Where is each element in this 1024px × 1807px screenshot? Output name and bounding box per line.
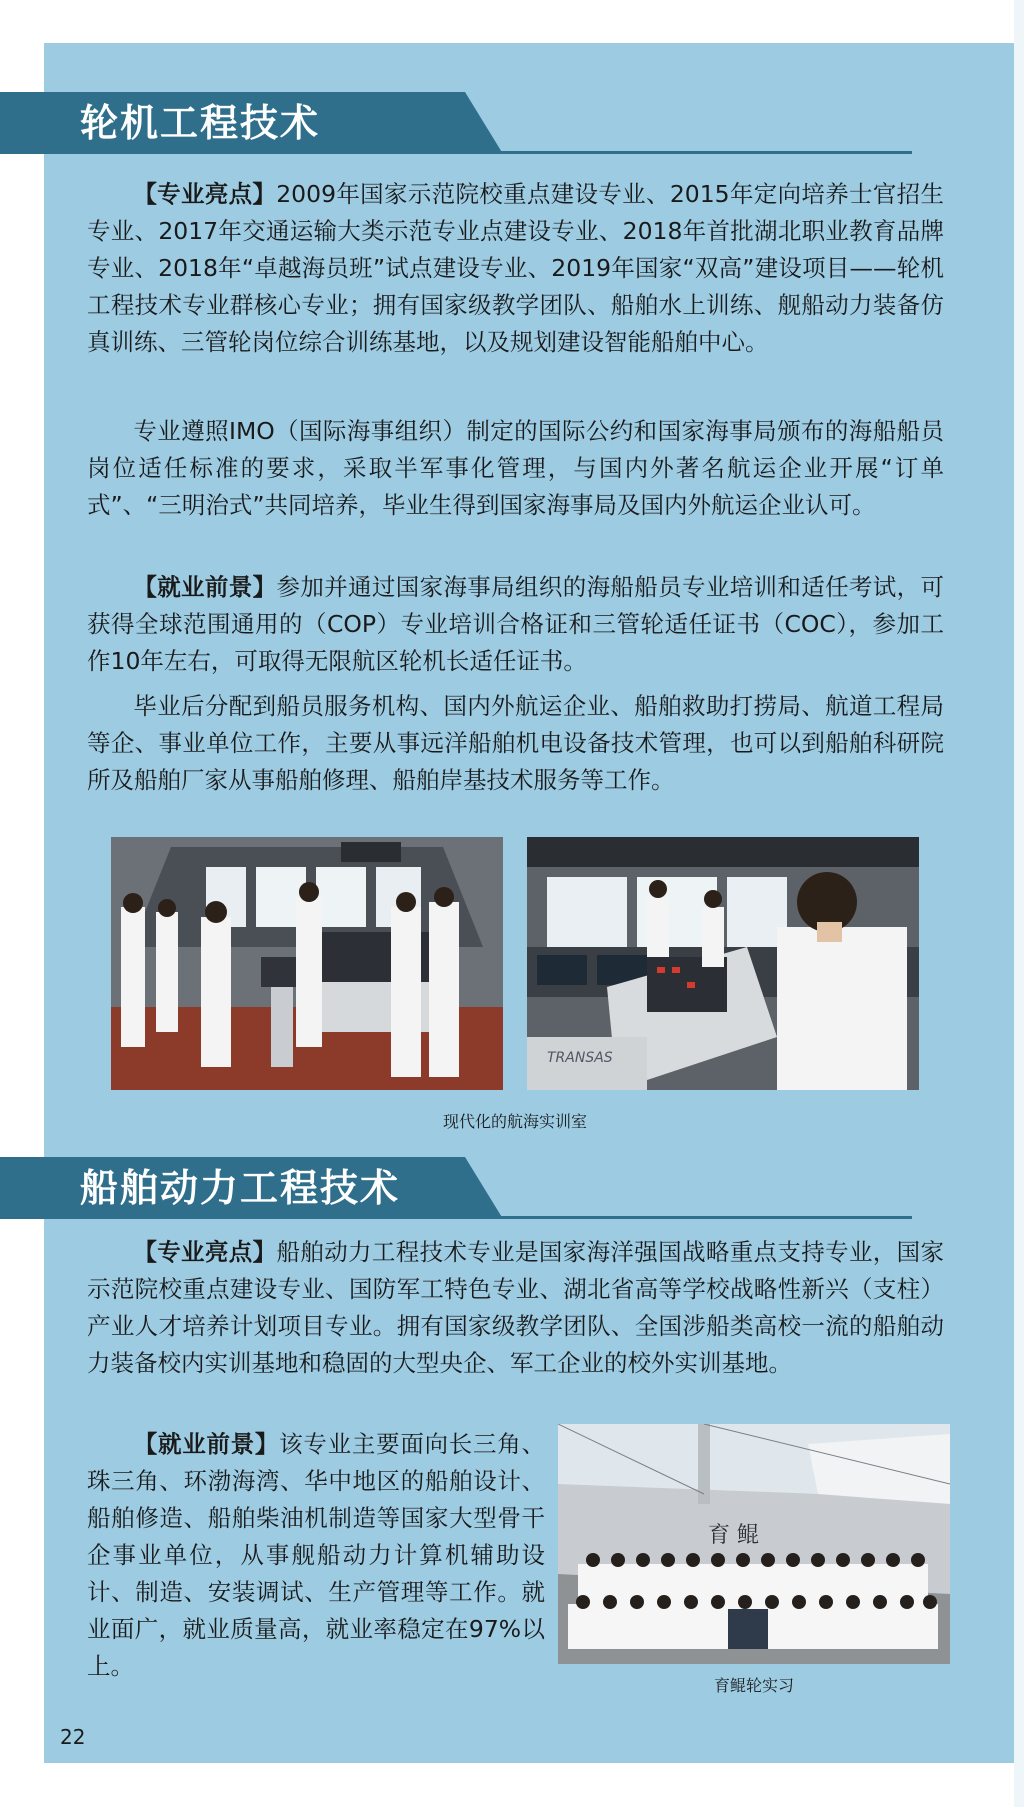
paragraph-text: 船舶动力工程技术专业是国家海洋强国战略重点支持专业，国家示范院校重点建设专业、国防军工特色专业、湖北省高等学校战略性新兴（支柱）产业人才培养计划项目专业。拥有国家级教学团队、全国涉船类高校一流的船舶动力装备校内实训基地和稳固的大型央企、军工企业的校外实训基地。: [87, 1238, 945, 1377]
photo-bridge-simulator-right: [527, 837, 919, 1090]
section-header-marine-power: [0, 1157, 912, 1219]
paragraph-highlights: [87, 176, 944, 361]
paragraph-highlights: [87, 1234, 944, 1382]
section-header-marine-engineering: [0, 92, 912, 154]
section-title: 轮机工程技术: [80, 101, 321, 145]
paragraph-text: 毕业后分配到船员服务机构、国内外航运企业、船舶救助打捞局、航道工程局等企、事业单位工作，主要从事远洋船舶机电设备技术管理，也可以到船舶科研院所及船舶厂家从事船舶修理、船舶岸基技术服务等工作。: [87, 692, 944, 794]
paragraph-text: 参加并通过国家海事局组织的海船船员专业培训和适任考试，可获得全球范围通用的（COP）专业培训合格证和三管轮适任证书（COC），参加工作10年左右，可取得无限航区轮机长适任证书。: [87, 573, 945, 675]
paragraph-prospects: [87, 1426, 545, 1685]
photo-caption-ship: 育鲲轮实习: [713, 1676, 794, 1695]
prospects-tag: 【就业前景】: [133, 1430, 280, 1458]
photo-training-ship: [558, 1424, 950, 1664]
bridge-simulator-illustration: [111, 837, 503, 1090]
ship-name-text: 育 鲲: [708, 1523, 759, 1548]
page-number: 22: [60, 1725, 86, 1749]
paragraph-text: 2009年国家示范院校重点建设专业、2015年定向培养士官招生专业、2017年交通运输大类示范专业点建设专业、2018年首批湖北职业教育品牌专业、2018年“卓越海员班”试点建设专业、2019年国家“双高”建设项目——轮机工程技术专业群核心专业；拥有国家级教学团队、船舶水上训练、舰船动力装备仿真训练、三管轮岗位综合训练基地，以及规划建设智能船舶中心。: [87, 180, 944, 356]
console-brand-label: TRANSAS: [547, 1050, 613, 1066]
page-edge: [1014, 0, 1024, 1807]
highlight-tag: 【专业亮点】: [133, 1238, 277, 1266]
paragraph-prospects: [87, 569, 944, 680]
paragraph-text: 专业遵照IMO（国际海事组织）制定的国际公约和国家海事局颁布的海船船员岗位适任标准的要求，采取半军事化管理，与国内外著名航运企业开展“订单式”、“三明治式”共同培养，毕业生得到国家海事局及国内外航运企业认可。: [87, 417, 944, 519]
prospects-tag: 【就业前景】: [133, 573, 277, 601]
training-ship-illustration: [558, 1424, 950, 1664]
photo-bridge-simulator-left: [111, 837, 503, 1090]
paragraph-careers: [87, 688, 944, 799]
paragraph-imo: [87, 413, 944, 524]
section-title: 船舶动力工程技术: [80, 1166, 401, 1210]
photo-caption-simulator: 现代化的航海实训室: [442, 1112, 587, 1131]
bridge-console-illustration: [527, 837, 919, 1090]
highlight-tag: 【专业亮点】: [133, 180, 277, 208]
paragraph-text: 该专业主要面向长三角、珠三角、环渤海湾、华中地区的船舶设计、船舶修造、船舶柴油机制造等国家大型骨干企事业单位，从事舰船动力计算机辅助设计、制造、安装调试、生产管理等工作。就业面广，就业质量高，就业率稳定在97%以上。: [87, 1430, 546, 1680]
